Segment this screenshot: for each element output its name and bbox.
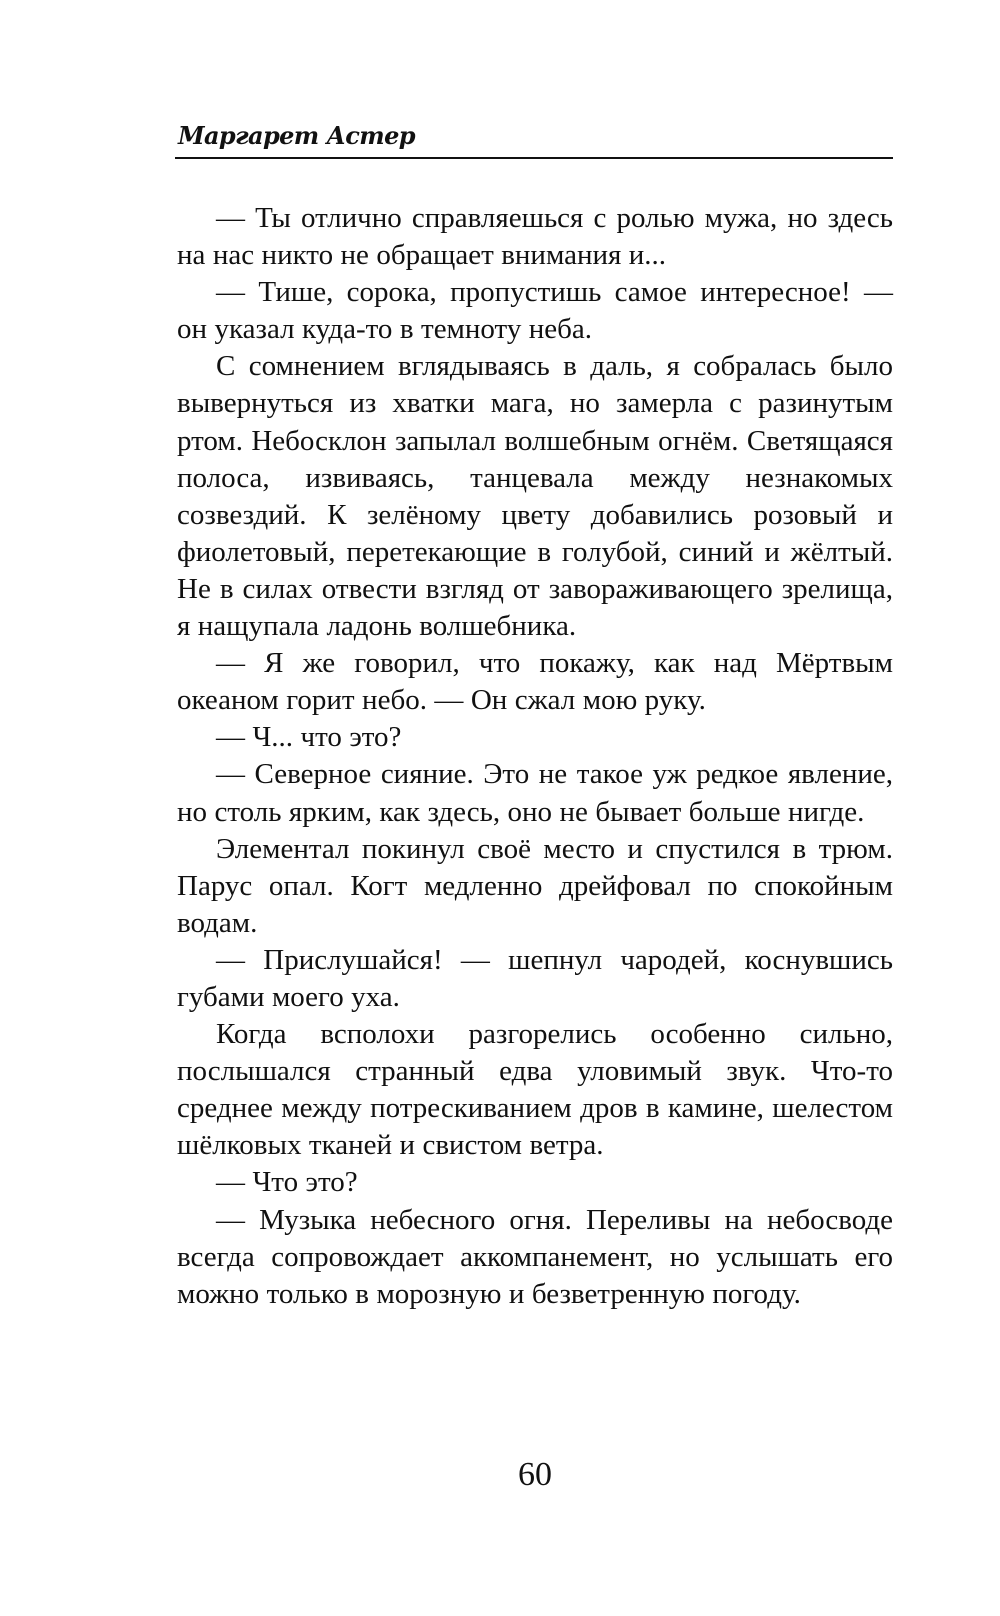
header-rule	[175, 157, 893, 159]
paragraph: С сомнением вглядываясь в даль, я собралась было вывернуться из хватки мага, но замерла с разинутым ртом. Небосклон запылал волшебным огнём. Светящаяся полоса, извиваясь, танцевала между незнакомых созвездий. К зелёному цвету добавились розовый и фиолетовый, перетекающие в голубой, синий и жёлтый. Не в силах отвести взгляд от завораживающего зрелища, я нащупала ладонь волшебника.	[177, 350, 893, 643]
paragraph: — Музыка небесного огня. Переливы на небосводе всегда сопровождает аккомпанемент, но услышать его можно только в морозную и безветренную погоду.	[177, 1203, 893, 1310]
paragraph: — Ч... что это?	[216, 721, 402, 754]
body-text	[177, 200, 893, 1313]
paragraph: — Я же говорил, что покажу, как над Мёртвым океаном горит небо. — Он сжал мою руку.	[177, 647, 893, 717]
paragraph: — Северное сияние. Это не такое уж редкое явление, но столь ярким, как здесь, оно не бывает больше нигде.	[177, 758, 893, 828]
paragraph: Когда всполохи разгорелись особенно сильно, послышался странный едва уловимый звук. Что-то среднее между потрескиванием дров в камине, шелестом шёлковых тканей и свистом ветра.	[177, 1018, 893, 1162]
paragraph: — Прислушайся! — шепнул чародей, коснувшись губами моего уха.	[177, 943, 893, 1013]
running-head-author: Маргарет Астер	[178, 121, 415, 150]
paragraph: — Ты отлично справляешься с ролью мужа, но здесь на нас никто не обращает внимания и...	[177, 202, 893, 272]
paragraph: — Тише, сорока, пропустишь самое интересное! — он указал куда-то в темноту неба.	[177, 276, 893, 346]
paragraph: Элементал покинул своё место и спустился в трюм. Парус опал. Когт медленно дрейфовал по спокойным водам.	[177, 832, 893, 939]
page-number: 60	[518, 1456, 552, 1493]
paragraph: — Что это?	[216, 1166, 358, 1199]
